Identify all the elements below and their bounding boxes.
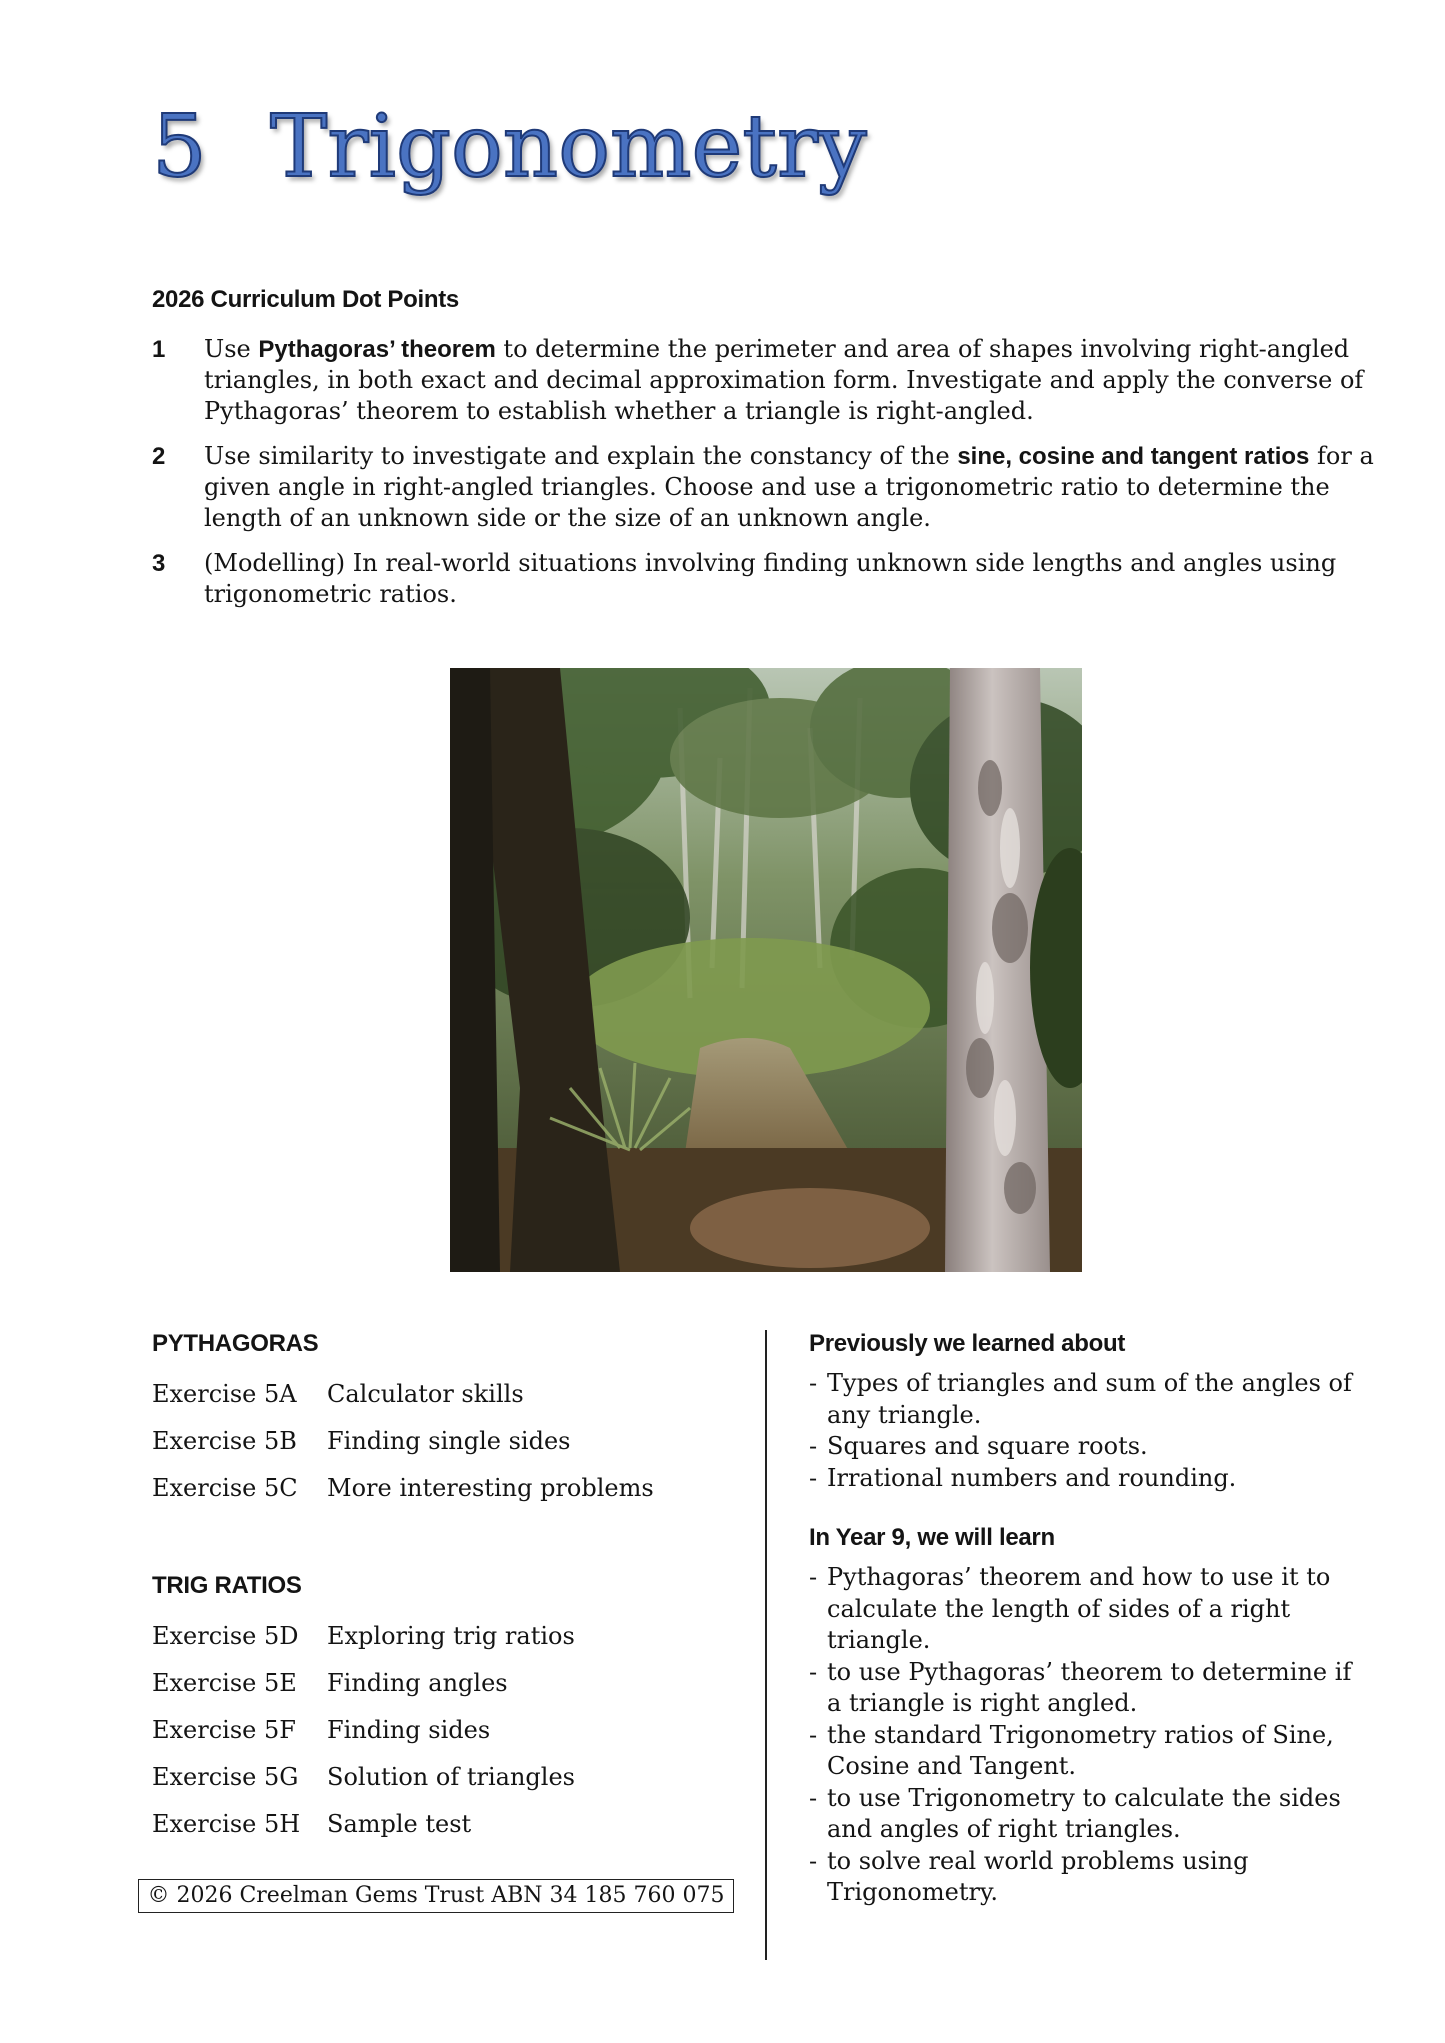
section-title: PYTHAGORAS: [152, 1330, 319, 1357]
exercise-row: [152, 1613, 732, 1660]
list-item: - Irrational numbers and rounding.: [809, 1463, 1369, 1495]
dot-point-text: Use similarity to investigate and explain the constancy of the: [204, 442, 958, 470]
exercise-code: Exercise 5A: [152, 1380, 297, 1408]
dot-point: [152, 548, 1392, 610]
list-item: - Pythagoras’ theorem and how to use it to calculate the length of sides of a right triangle.: [809, 1562, 1369, 1657]
year9-list: [809, 1562, 1369, 1909]
exercise-code: Exercise 5C: [152, 1474, 298, 1502]
exercise-row: [152, 1371, 732, 1418]
exercise-name: More interesting problems: [327, 1474, 654, 1502]
exercise-list: [152, 1330, 732, 1848]
exercise-code: Exercise 5H: [152, 1810, 301, 1838]
exercise-row: [152, 1465, 732, 1512]
dot-point-emphasis: Pythagoras’ theorem: [258, 336, 496, 363]
list-item: - Types of triangles and sum of the angles of any triangle.: [809, 1368, 1369, 1431]
chapter-heading: [152, 97, 867, 197]
dot-point-text: (Modelling) In real-world situations involving finding unknown side lengths and angles using trigonometric ratios.: [204, 549, 1337, 608]
dot-point-emphasis: sine, cosine and tangent ratios: [957, 443, 1310, 470]
exercise-row: [152, 1754, 732, 1801]
exercise-code: Exercise 5E: [152, 1669, 297, 1697]
previously-list: [809, 1368, 1369, 1494]
chapter-number: 5: [152, 97, 207, 197]
exercise-name: Sample test: [327, 1810, 472, 1838]
dot-point-number: 2: [152, 443, 166, 470]
dot-point-number: 1: [152, 336, 166, 363]
section-pythagoras: [152, 1330, 732, 1512]
exercise-row: [152, 1660, 732, 1707]
dot-point-number: 3: [152, 550, 166, 577]
exercise-code: Exercise 5F: [152, 1716, 296, 1744]
list-item: - Squares and square roots.: [809, 1431, 1369, 1463]
previously-title: Previously we learned about: [809, 1330, 1126, 1357]
list-item: - to solve real world problems using Trigonometry.: [809, 1846, 1369, 1909]
dot-point-text: for a given angle in right-angled triangles. Choose and use a trigonometric ratio to determine the length of an unknown side or the size of an unknown angle.: [204, 442, 1374, 532]
dot-point: [152, 334, 1392, 427]
dot-point-text: to determine the perimeter and area of shapes involving right-angled triangles, in both exact and decimal approximation form. Investigate and apply the converse of Pythagoras’ theorem to establish whether a triangle is right-angled.: [204, 335, 1364, 425]
dot-point-text: Use: [204, 335, 259, 363]
column-divider: [765, 1330, 767, 1960]
exercise-code: Exercise 5B: [152, 1427, 297, 1455]
curriculum-heading: 2026 Curriculum Dot Points: [152, 286, 459, 313]
exercise-name: Solution of triangles: [327, 1763, 575, 1791]
bush-track-photo: [450, 668, 1082, 1272]
exercise-row: [152, 1418, 732, 1465]
list-item: - to use Pythagoras’ theorem to determine if a triangle is right angled.: [809, 1657, 1369, 1720]
exercise-row: [152, 1707, 732, 1754]
copyright-notice: © 2026 Creelman Gems Trust ABN 34 185 760 075: [138, 1879, 734, 1913]
exercise-name: Finding angles: [327, 1669, 508, 1697]
list-item: - the standard Trigonometry ratios of Sine, Cosine and Tangent.: [809, 1720, 1369, 1783]
learning-summary: [809, 1330, 1369, 1909]
exercise-name: Calculator skills: [327, 1380, 524, 1408]
chapter-title: Trigonometry: [270, 97, 867, 197]
year9-title: In Year 9, we will learn: [809, 1524, 1055, 1551]
exercise-code: Exercise 5D: [152, 1622, 299, 1650]
list-item: - to use Trigonometry to calculate the sides and angles of right triangles.: [809, 1783, 1369, 1846]
curriculum-dot-points: [152, 334, 1392, 624]
section-title: TRIG RATIOS: [152, 1572, 302, 1599]
exercise-row: [152, 1801, 732, 1848]
exercise-name: Finding single sides: [327, 1427, 571, 1455]
exercise-name: Exploring trig ratios: [327, 1622, 575, 1650]
exercise-name: Finding sides: [327, 1716, 491, 1744]
section-trig-ratios: [152, 1572, 732, 1848]
dot-point: [152, 441, 1392, 534]
exercise-code: Exercise 5G: [152, 1763, 299, 1791]
